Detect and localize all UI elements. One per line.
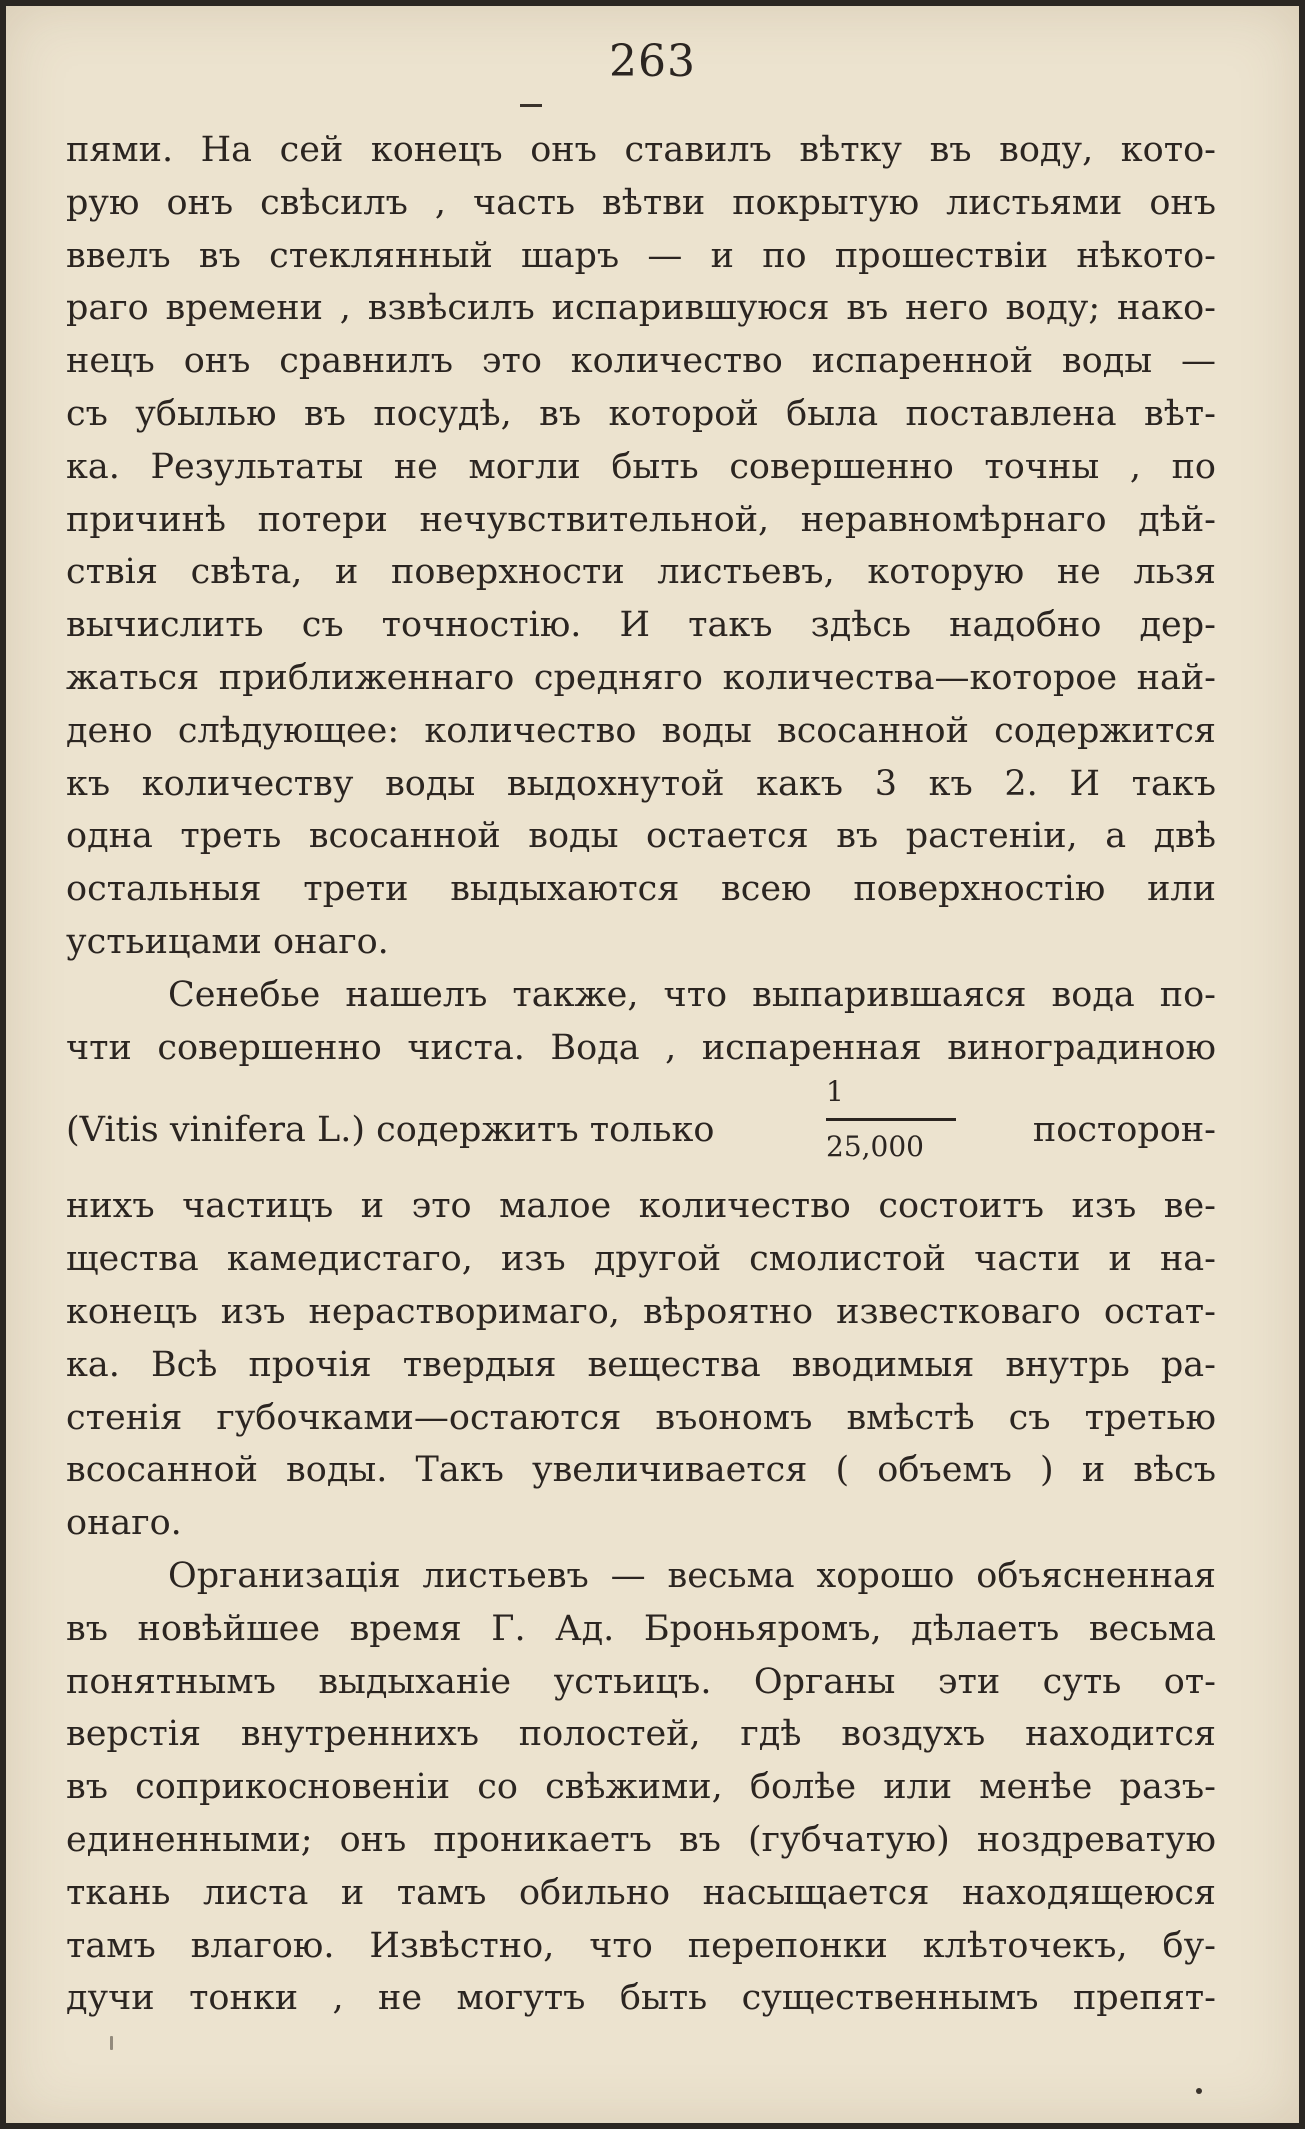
text-line: причинѣ потери нечувствительной, неравномѣрнаго дѣй- <box>66 499 1216 540</box>
header-dash-mark <box>520 104 542 107</box>
text-line: ка. Всѣ прочія твердыя вещества вводимыя внутрь ра- <box>66 1344 1216 1385</box>
text-line: верстія внутреннихъ полостей, гдѣ воздухъ находится <box>66 1714 1216 1755</box>
text-line: понятнымъ выдыханіе устьицъ. Органы эти суть от- <box>66 1661 1216 1702</box>
text-line: вычислить съ точностію. И такъ здѣсь надобно дер- <box>66 605 1216 646</box>
text-line: тамъ влагою. Извѣстно, что перепонки клѣточекъ, бу- <box>66 1925 1216 1966</box>
text-line: ткань листа и тамъ обильно насыщается находящеюся <box>66 1872 1216 1913</box>
text-line: ввелъ въ стеклянный шаръ — и по прошествіи нѣкото- <box>66 235 1216 276</box>
book-page <box>6 6 1299 2123</box>
text-line: къ количеству воды выдохнутой какъ 3 къ 2. И такъ <box>66 763 1216 804</box>
text-line: нецъ онъ сравнилъ это количество испаренной воды — <box>66 341 1216 382</box>
text-line: ствія свѣта, и поверхности листьевъ, которую не льзя <box>66 552 1216 593</box>
text-line: дучи тонки , не могутъ быть существеннымъ препят- <box>66 1978 1216 2019</box>
text-line: раго времени , взвѣсилъ испарившуюся въ него воду; нако- <box>66 288 1216 329</box>
text-line: въ новѣйшее время Г. Ад. Броньяромъ, дѣлаетъ весьма <box>66 1608 1216 1649</box>
text-line: конецъ изъ нерастворимаго, вѣроятно известковаго остат- <box>66 1291 1216 1332</box>
fraction-bar <box>826 1118 956 1121</box>
print-speck <box>1196 2088 1202 2094</box>
paragraph-3 <box>66 1550 1216 2025</box>
text-line: рую онъ свѣсилъ , часть вѣтви покрытую листьями онъ <box>66 182 1216 223</box>
page-number: 263 <box>609 36 696 87</box>
paragraph-1 <box>66 124 1216 969</box>
text-line: нихъ частицъ и это малое количество состоитъ изъ ве- <box>66 1186 1216 1227</box>
text-line: въ соприкосновеніи со свѣжими, болѣе или менѣе разъ- <box>66 1767 1216 1808</box>
text-line: единенными; онъ проникаетъ въ (губчатую) ноздреватую <box>66 1819 1216 1860</box>
text-line: устьицами онаго. <box>66 921 389 962</box>
fraction <box>826 1074 956 1165</box>
fraction-numerator: 1 <box>826 1075 844 1109</box>
fraction-denominator: 25,000 <box>826 1130 924 1164</box>
fraction-text-line <box>66 1074 1216 1180</box>
text-line: пями. На сей конецъ онъ ставилъ вѣтку въ воду, кото- <box>66 130 1216 170</box>
paragraph-2 <box>66 969 1216 1550</box>
print-speck <box>110 2036 113 2050</box>
text-line: онаго. <box>66 1503 182 1544</box>
page-body-text <box>66 124 1216 2025</box>
text-line: съ убылью въ посудѣ, въ которой была поставлена вѣт- <box>66 393 1216 434</box>
text-line: Организація листьевъ — весьма хорошо объясненная <box>168 1555 1216 1596</box>
text-line: одна треть всосанной воды остается въ растеніи, а двѣ <box>66 816 1216 857</box>
text-line: щества камедистаго, изъ другой смолистой части и на- <box>66 1239 1216 1280</box>
text-line: Сенебье нашелъ также, что выпарившаяся вода по- <box>168 974 1216 1015</box>
text-line: стенія губочками—остаются въономъ вмѣстѣ съ третью <box>66 1397 1216 1438</box>
text-line: дено слѣдующее: количество воды всосанной содержится <box>66 710 1216 751</box>
text-line: всосанной воды. Такъ увеличивается ( объемъ ) и вѣсъ <box>66 1450 1216 1491</box>
fraction-line-after: посторон- <box>1032 1110 1216 1151</box>
fraction-line-before: (Vitis vinifera L.) содержитъ только <box>66 1110 715 1151</box>
text-line: остальныя трети выдыхаются всею поверхностію или <box>66 869 1216 910</box>
text-line: чти совершенно чиста. Вода , испаренная виноградиною <box>66 1027 1216 1068</box>
text-line: жаться приближеннаго средняго количества—которое най- <box>66 657 1216 698</box>
text-line: ка. Результаты не могли быть совершенно точны , по <box>66 446 1216 487</box>
